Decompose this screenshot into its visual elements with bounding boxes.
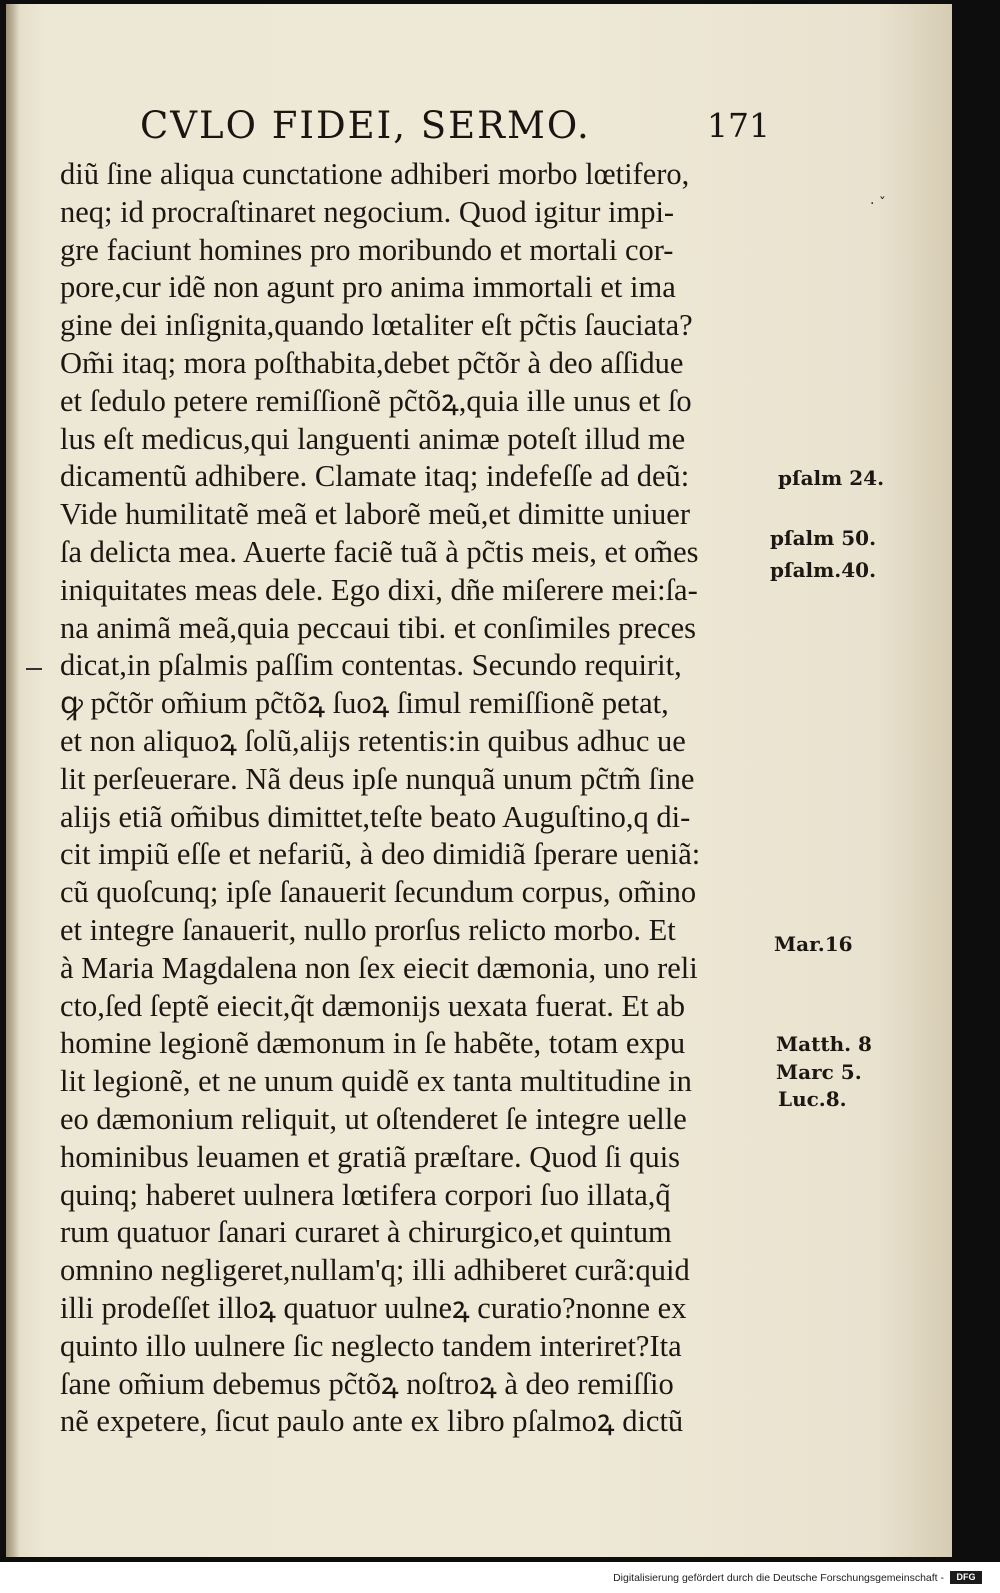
text-line: omnino negligeret,nullam'q; illi adhiberet curã:quid [60, 1253, 690, 1288]
text-line: na animã meã,quia peccaui tibi. et conſimiles preces [60, 610, 697, 645]
text-line: pore,cur idẽ non agunt pro anima immortali et ima [60, 270, 676, 305]
margin-dash-mark [26, 668, 42, 670]
text-line: lus eſt medicus,qui languenti animæ poteſt illud me [60, 421, 686, 456]
margin-note-matth-8: Matth. 8 [776, 1032, 872, 1056]
text-line: quinq; haberet uulnera lœtifera corpori ſuo illata,q̃ [60, 1177, 671, 1212]
text-line: lit perſeuerare. Nã deus ipſe nunquã unum pc̃tm̃ ſine [60, 761, 695, 796]
text-line: nẽ expetere, ſicut paulo ante ex libro pſalmoꝝ dictũ [60, 1404, 684, 1439]
text-line: et non aliquoꝝ ſolũ,alijs retentis:in quibus adhuc ue [60, 723, 686, 758]
margin-note-psalm-40: pſalm.40. [770, 558, 877, 582]
text-line: ꝙ pc̃tõr om̃ium pc̃tõꝝ ſuoꝝ ſimul remiſſionẽ petat, [60, 686, 669, 721]
folio-number: 171 [707, 106, 770, 145]
text-line: ſane om̃ium debemus pc̃tõꝝ noſtroꝝ à deo remiſſio [60, 1366, 674, 1401]
margin-note-psalm-50: pſalm 50. [770, 526, 877, 550]
margin-note-luc-8: Luc.8. [778, 1087, 847, 1111]
text-line: iniquitates meas dele. Ego dixi, dñe miſerere mei:ſa- [60, 572, 698, 607]
text-line: Vide humilitatẽ meã et laborẽ meũ,et dimitte uniuer [60, 497, 690, 532]
text-line: et ſedulo petere remiſſionẽ pc̃tõꝝ,quia ille unus et ſo [60, 383, 692, 418]
text-line: quinto illo uulnere ſic neglecto tandem interiret?Ita [60, 1328, 682, 1363]
stray-ink-mark: · ˇ [870, 196, 886, 212]
text-line: homine legionẽ dæmonum in ſe habẽte, totam expu [60, 1026, 686, 1061]
margin-note-psalm-24: pſalm 24. [778, 466, 885, 490]
text-line: Om̃i itaq; mora poſthabita,debet pc̃tõr à deo aſſidue [60, 345, 684, 380]
text-line: et integre ſanauerit, nullo prorſus relicto morbo. Et [60, 912, 676, 947]
text-line: neq; id procraſtinaret negocium. Quod igitur impi- [60, 194, 675, 229]
digitization-credit: Digitalisierung gefördert durch die Deutsche Forschungsgemeinschaft - [613, 1572, 944, 1584]
text-line: gre faciunt homines pro moribundo et mortali cor- [60, 232, 674, 267]
text-line: illi prodeſſet illoꝝ quatuor uulneꝝ curatio?nonne ex [60, 1290, 687, 1325]
text-line: dicamentũ adhibere. Clamate itaq; indefeſſe ad deũ: [60, 459, 690, 494]
body-text [60, 156, 772, 1441]
text-line: hominibus leuamen et gratiã præſtare. Quod ſi quis [60, 1139, 681, 1174]
text-line: lit legionẽ, et ne unum quidẽ ex tanta multitudine in [60, 1064, 692, 1099]
footer-bar [0, 1562, 1000, 1593]
page-header [110, 104, 770, 150]
margin-note-marc-5: Marc 5. [776, 1060, 862, 1084]
margin-note-mar-16: Mar.16 [774, 932, 853, 956]
dfg-logo: DFG [950, 1571, 982, 1584]
text-line: ſa delicta mea. Auerte faciẽ tuã à pc̃tis meis, et om̃es [60, 534, 699, 569]
text-line: gine dei inſignita,quando lœtaliter eſt pc̃tis ſauciata? [60, 308, 693, 343]
text-line: eo dæmonium reliquit, ut oſtenderet ſe integre uelle [60, 1101, 687, 1136]
text-line: cit impiũ eſſe et nefariũ, à deo dimidiã ſperare ueniã: [60, 837, 701, 872]
text-line: rum quatuor ſanari curaret à chirurgico,et quintum [60, 1215, 672, 1250]
running-title: CVLO FIDEI, SERMO. [140, 104, 591, 147]
spine-shadow [6, 4, 20, 1557]
text-line: dicat,in pſalmis paſſim contentas. Secundo requirit, [60, 648, 682, 683]
text-line: diũ ſine aliqua cunctatione adhiberi morbo lœtifero, [60, 157, 690, 191]
text-line: cto,ſed ſeptẽ eiecit,q̃t dæmonijs uexata fuerat. Et ab [60, 988, 686, 1023]
text-line: à Maria Magdalena non ſex eiecit dæmonia, uno reli [60, 950, 698, 985]
text-line: alijs etiã om̃ibus dimittet,teſte beato Auguſtino,q di- [60, 799, 691, 834]
text-line: cũ quoſcunq; ipſe ſanauerit ſecundum corpus, om̃ino [60, 875, 697, 910]
